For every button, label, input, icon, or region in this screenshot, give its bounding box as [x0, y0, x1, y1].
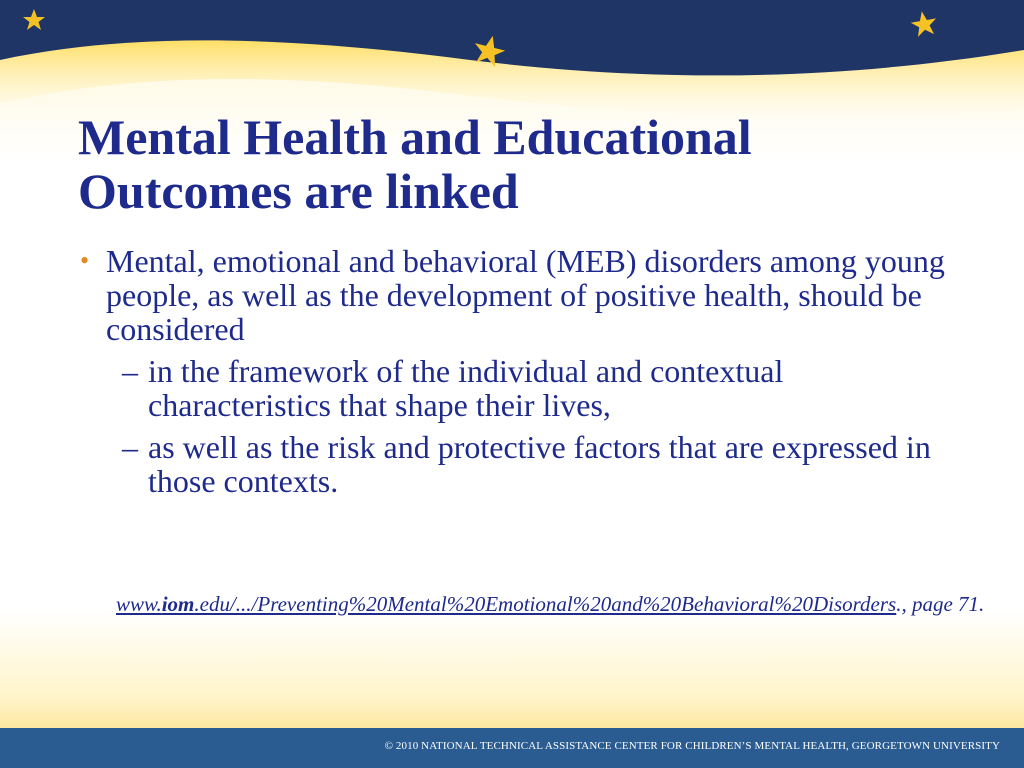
- star-icon: [910, 10, 938, 38]
- dash-marker: –: [122, 429, 138, 465]
- title-line-2: Outcomes are linked: [78, 163, 519, 219]
- sub-bullet-text: as well as the risk and protective factors that are expressed in those contexts.: [148, 429, 931, 499]
- sub-bullet-list: [106, 354, 960, 498]
- bullet-marker: •: [80, 246, 90, 275]
- citation-link-suffix: .edu/.../Preventing%20Mental%20Emotional%20and%20Behavioral%20Disorders: [194, 592, 897, 616]
- sub-bullet-text: in the framework of the individual and contextual characteristics that shape their lives,: [148, 353, 784, 423]
- citation: [116, 592, 988, 616]
- dash-marker: –: [122, 353, 138, 389]
- slide-title: [78, 110, 978, 218]
- bullet-text: Mental, emotional and behavioral (MEB) disorders among young people, as well as the development of positive health, should be considered: [106, 243, 945, 347]
- footer-bar: [0, 728, 1024, 768]
- footer-copyright: © 2010 NATIONAL TECHNICAL ASSISTANCE CENTER FOR CHILDREN’S MENTAL HEALTH, GEORGETOWN UNIVERSITY: [384, 740, 1000, 752]
- citation-link-prefix: www.: [116, 592, 162, 616]
- bullet-item: [80, 244, 960, 498]
- bullet-list: [80, 244, 960, 506]
- citation-link[interactable]: [116, 592, 896, 616]
- star-icon: [22, 8, 46, 32]
- sub-bullet-item: [106, 430, 960, 498]
- citation-page: ., page 71.: [896, 592, 985, 616]
- title-line-1: Mental Health and Educational: [78, 109, 752, 165]
- citation-link-bold: iom: [161, 592, 195, 616]
- sub-bullet-item: [106, 354, 960, 422]
- star-icon: [472, 34, 506, 68]
